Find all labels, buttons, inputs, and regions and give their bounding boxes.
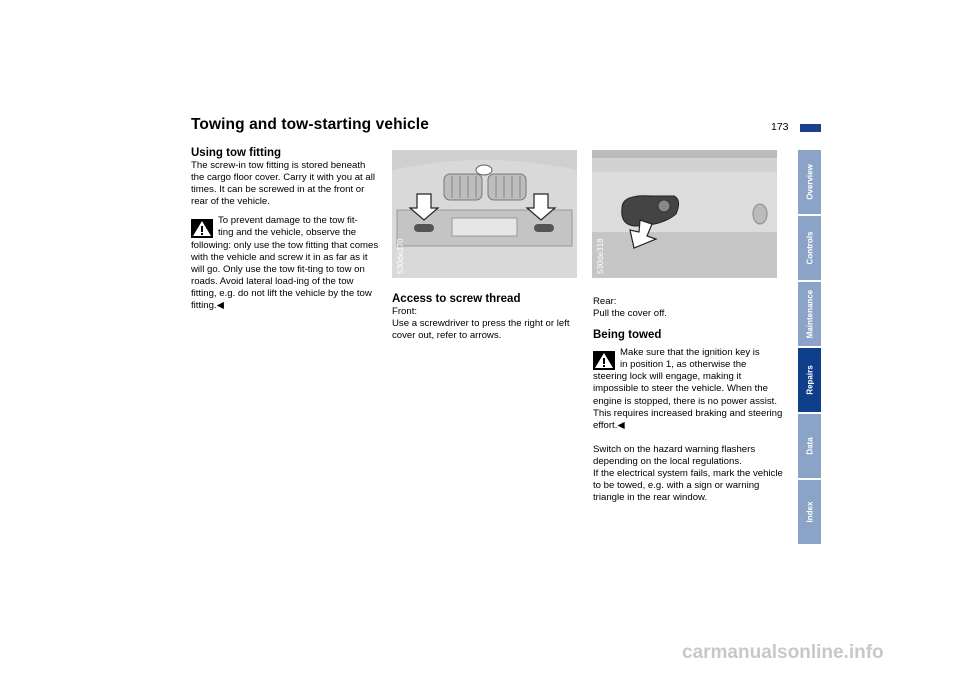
tab-repairs[interactable]: Repairs xyxy=(798,348,821,412)
watermark: carmanualsonline.info xyxy=(682,642,884,663)
figure-front-bumper xyxy=(392,150,577,278)
warning-text: following: only use the tow fitting that comes with the vehicle and screw it in as far as it will go. Only use the tow fit-ting to tow on roads. Avoid lateral load-ing of the tow fitting, e.g. do not lift the vehicle by the tow fitting. xyxy=(191,239,379,312)
end-mark: ◀ xyxy=(617,419,625,431)
warning-note xyxy=(593,347,783,432)
warning-icon xyxy=(593,351,615,370)
section-heading: Being towed xyxy=(593,329,662,342)
warning-line-2: ting and the vehicle, observe the xyxy=(218,227,357,239)
end-mark: ◀ xyxy=(216,300,224,312)
rear-instruction: Pull the cover off. xyxy=(593,308,667,320)
warning-note xyxy=(191,215,381,312)
warning-line-1: Make sure that the ignition key is xyxy=(620,347,760,359)
figure-code: 530de318 xyxy=(596,238,605,274)
figure-code: 530de370 xyxy=(396,238,405,274)
column-access-screw-thread xyxy=(392,293,587,342)
tab-index[interactable]: Index xyxy=(798,480,821,544)
column-using-tow-fitting xyxy=(191,147,381,312)
column-being-towed xyxy=(593,296,783,504)
section-heading: Using tow fitting xyxy=(191,147,282,159)
paragraph: If the electrical system fails, mark the vehicle to be towed, e.g. with a sign or warning triangle in the rear window. xyxy=(593,468,783,504)
rear-bumper-illustration xyxy=(592,150,777,278)
warning-icon xyxy=(191,219,213,238)
tab-controls[interactable]: Controls xyxy=(798,216,821,280)
paragraph: Use a screwdriver to press the right or left cover out, refer to arrows. xyxy=(392,318,570,342)
warning-text: steering lock will engage, making it impossible to steer the vehicle. When the engine is stopped, there is no power assist. This requires increased braking and steering effort. xyxy=(593,371,783,431)
warning-line-1: To prevent damage to the tow fit- xyxy=(218,215,358,227)
section-heading: Access to screw thread xyxy=(392,293,521,305)
warning-line-2: in position 1, as otherwise the xyxy=(620,359,747,371)
tab-data[interactable]: Data xyxy=(798,414,821,478)
figure-rear-bumper xyxy=(592,150,777,278)
rear-label: Rear: xyxy=(593,296,617,307)
tab-maintenance[interactable]: Maintenance xyxy=(798,282,821,346)
front-bumper-illustration xyxy=(392,150,577,278)
page-number: 173 xyxy=(771,121,789,133)
front-label: Front: xyxy=(392,306,418,317)
paragraph: Switch on the hazard warning flashers depending on the local regulations. xyxy=(593,443,756,467)
page-title: Towing and tow-starting vehicle xyxy=(191,116,429,133)
page-number-bar xyxy=(800,124,821,132)
tab-overview[interactable]: Overview xyxy=(798,150,821,214)
paragraph: The screw-in tow fitting is stored beneath the cargo floor cover. Carry it with you at all times. It can be screwed in at the front or rear of the vehicle. xyxy=(191,160,375,208)
